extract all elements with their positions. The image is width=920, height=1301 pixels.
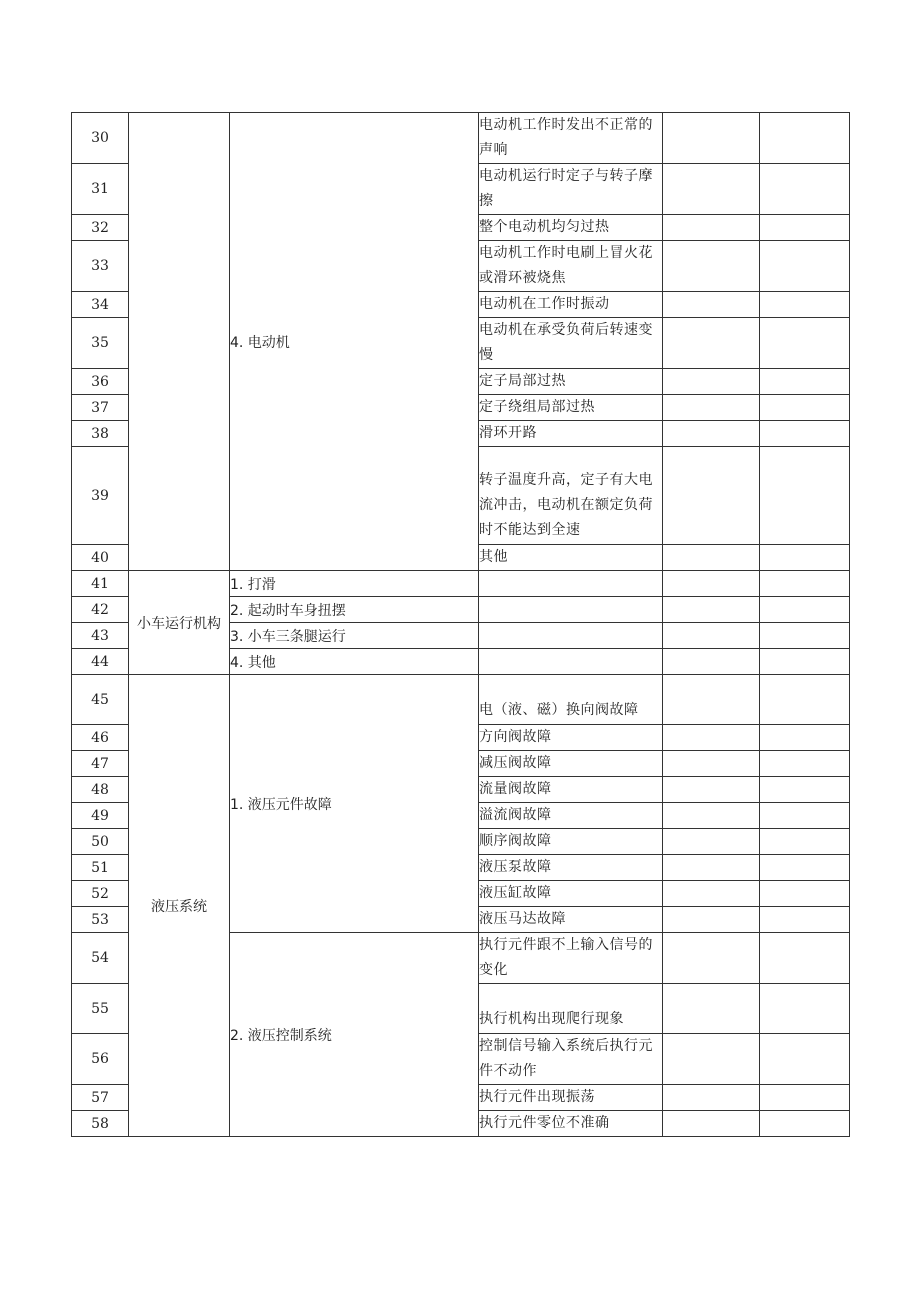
blank-cell [663, 241, 760, 292]
fault-description: 顺序阀故障 [479, 829, 663, 855]
row-number: 49 [72, 803, 129, 829]
blank-cell [663, 725, 760, 751]
blank-cell [663, 803, 760, 829]
blank-cell [760, 1111, 850, 1137]
blank-cell [663, 597, 760, 623]
row-number: 50 [72, 829, 129, 855]
row-number: 40 [72, 545, 129, 571]
row-number: 53 [72, 907, 129, 933]
fault-description: 溢流阀故障 [479, 803, 663, 829]
blank-cell [663, 292, 760, 318]
fault-description: 执行元件跟不上输入信号的变化 [479, 933, 663, 984]
blank-cell [663, 1034, 760, 1085]
blank-cell [663, 318, 760, 369]
blank-cell [663, 113, 760, 164]
blank-cell [663, 1111, 760, 1137]
fault-description [479, 571, 663, 597]
blank-cell [760, 1085, 850, 1111]
blank-cell [760, 675, 850, 725]
row-number: 41 [72, 571, 129, 597]
blank-cell [760, 751, 850, 777]
blank-cell [760, 571, 850, 597]
row-number: 34 [72, 292, 129, 318]
row-number: 39 [72, 447, 129, 545]
subcategory-twist: 2. 起动时车身扭摆 [230, 597, 479, 623]
fault-description: 执行元件零位不准确 [479, 1111, 663, 1137]
row-number: 54 [72, 933, 129, 984]
row-number: 35 [72, 318, 129, 369]
row-number: 31 [72, 164, 129, 215]
subcategory-hyd-control: 2. 液压控制系统 [230, 933, 479, 1137]
row-number: 38 [72, 421, 129, 447]
blank-cell [663, 933, 760, 984]
blank-cell [760, 395, 850, 421]
table-row [72, 113, 850, 164]
fault-description [479, 597, 663, 623]
blank-cell [760, 829, 850, 855]
category-trolley: 小车运行机构 [129, 571, 230, 675]
blank-cell [760, 241, 850, 292]
row-number: 52 [72, 881, 129, 907]
row-number: 33 [72, 241, 129, 292]
blank-cell [663, 984, 760, 1034]
row-number: 57 [72, 1085, 129, 1111]
row-number: 47 [72, 751, 129, 777]
blank-cell [760, 318, 850, 369]
fault-description: 转子温度升高，定子有大电流冲击，电动机在额定负荷时不能达到全速 [479, 447, 663, 545]
fault-description: 电（液、磁）换向阀故障 [479, 675, 663, 725]
fault-description: 电动机在承受负荷后转速变慢 [479, 318, 663, 369]
fault-description [479, 649, 663, 675]
fault-description: 控制信号输入系统后执行元件不动作 [479, 1034, 663, 1085]
fault-description: 电动机工作时电刷上冒火花或滑环被烧焦 [479, 241, 663, 292]
category-hydraulic: 液压系统 [129, 675, 230, 1137]
blank-cell [663, 751, 760, 777]
blank-cell [663, 571, 760, 597]
fault-description: 定子局部过热 [479, 369, 663, 395]
row-number: 58 [72, 1111, 129, 1137]
blank-cell [760, 545, 850, 571]
category-cell [129, 113, 230, 571]
fault-description: 流量阀故障 [479, 777, 663, 803]
blank-cell [663, 545, 760, 571]
row-number: 45 [72, 675, 129, 725]
blank-cell [760, 164, 850, 215]
blank-cell [760, 855, 850, 881]
blank-cell [663, 907, 760, 933]
fault-description: 电动机运行时定子与转子摩擦 [479, 164, 663, 215]
blank-cell [663, 395, 760, 421]
blank-cell [663, 855, 760, 881]
subcategory-other: 4. 其他 [230, 649, 479, 675]
fault-description: 整个电动机均匀过热 [479, 215, 663, 241]
blank-cell [760, 725, 850, 751]
fault-description: 滑环开路 [479, 421, 663, 447]
subcategory-motor: 4. 电动机 [230, 113, 479, 571]
blank-cell [760, 113, 850, 164]
blank-cell [760, 649, 850, 675]
blank-cell [760, 292, 850, 318]
fault-description: 定子绕组局部过热 [479, 395, 663, 421]
blank-cell [663, 369, 760, 395]
row-number: 37 [72, 395, 129, 421]
row-number: 43 [72, 623, 129, 649]
blank-cell [663, 447, 760, 545]
row-number: 46 [72, 725, 129, 751]
row-number: 56 [72, 1034, 129, 1085]
fault-description: 电动机在工作时振动 [479, 292, 663, 318]
blank-cell [760, 803, 850, 829]
subcategory-three-leg: 3. 小车三条腿运行 [230, 623, 479, 649]
row-number: 42 [72, 597, 129, 623]
blank-cell [760, 369, 850, 395]
blank-cell [663, 215, 760, 241]
blank-cell [760, 907, 850, 933]
fault-description: 液压泵故障 [479, 855, 663, 881]
row-number: 51 [72, 855, 129, 881]
row-number: 30 [72, 113, 129, 164]
blank-cell [760, 777, 850, 803]
blank-cell [760, 933, 850, 984]
fault-description: 液压缸故障 [479, 881, 663, 907]
blank-cell [760, 881, 850, 907]
fault-description [479, 623, 663, 649]
row-number: 44 [72, 649, 129, 675]
table-row [72, 675, 850, 725]
subcategory-skid: 1. 打滑 [230, 571, 479, 597]
fault-description: 方向阀故障 [479, 725, 663, 751]
blank-cell [663, 421, 760, 447]
row-number: 36 [72, 369, 129, 395]
blank-cell [760, 421, 850, 447]
blank-cell [663, 881, 760, 907]
fault-description: 减压阀故障 [479, 751, 663, 777]
fault-description: 执行机构出现爬行现象 [479, 984, 663, 1034]
row-number: 48 [72, 777, 129, 803]
row-number: 32 [72, 215, 129, 241]
blank-cell [760, 597, 850, 623]
table-row [72, 571, 850, 597]
fault-description: 电动机工作时发出不正常的声响 [479, 113, 663, 164]
blank-cell [663, 649, 760, 675]
blank-cell [663, 777, 760, 803]
blank-cell [663, 164, 760, 215]
blank-cell [663, 829, 760, 855]
fault-table [71, 112, 850, 1137]
blank-cell [760, 447, 850, 545]
row-number: 55 [72, 984, 129, 1034]
fault-description: 其他 [479, 545, 663, 571]
fault-description: 执行元件出现振荡 [479, 1085, 663, 1111]
blank-cell [760, 623, 850, 649]
subcategory-hyd-component: 1. 液压元件故障 [230, 675, 479, 933]
blank-cell [760, 215, 850, 241]
blank-cell [663, 623, 760, 649]
fault-description: 液压马达故障 [479, 907, 663, 933]
blank-cell [760, 1034, 850, 1085]
blank-cell [663, 675, 760, 725]
blank-cell [663, 1085, 760, 1111]
blank-cell [760, 984, 850, 1034]
